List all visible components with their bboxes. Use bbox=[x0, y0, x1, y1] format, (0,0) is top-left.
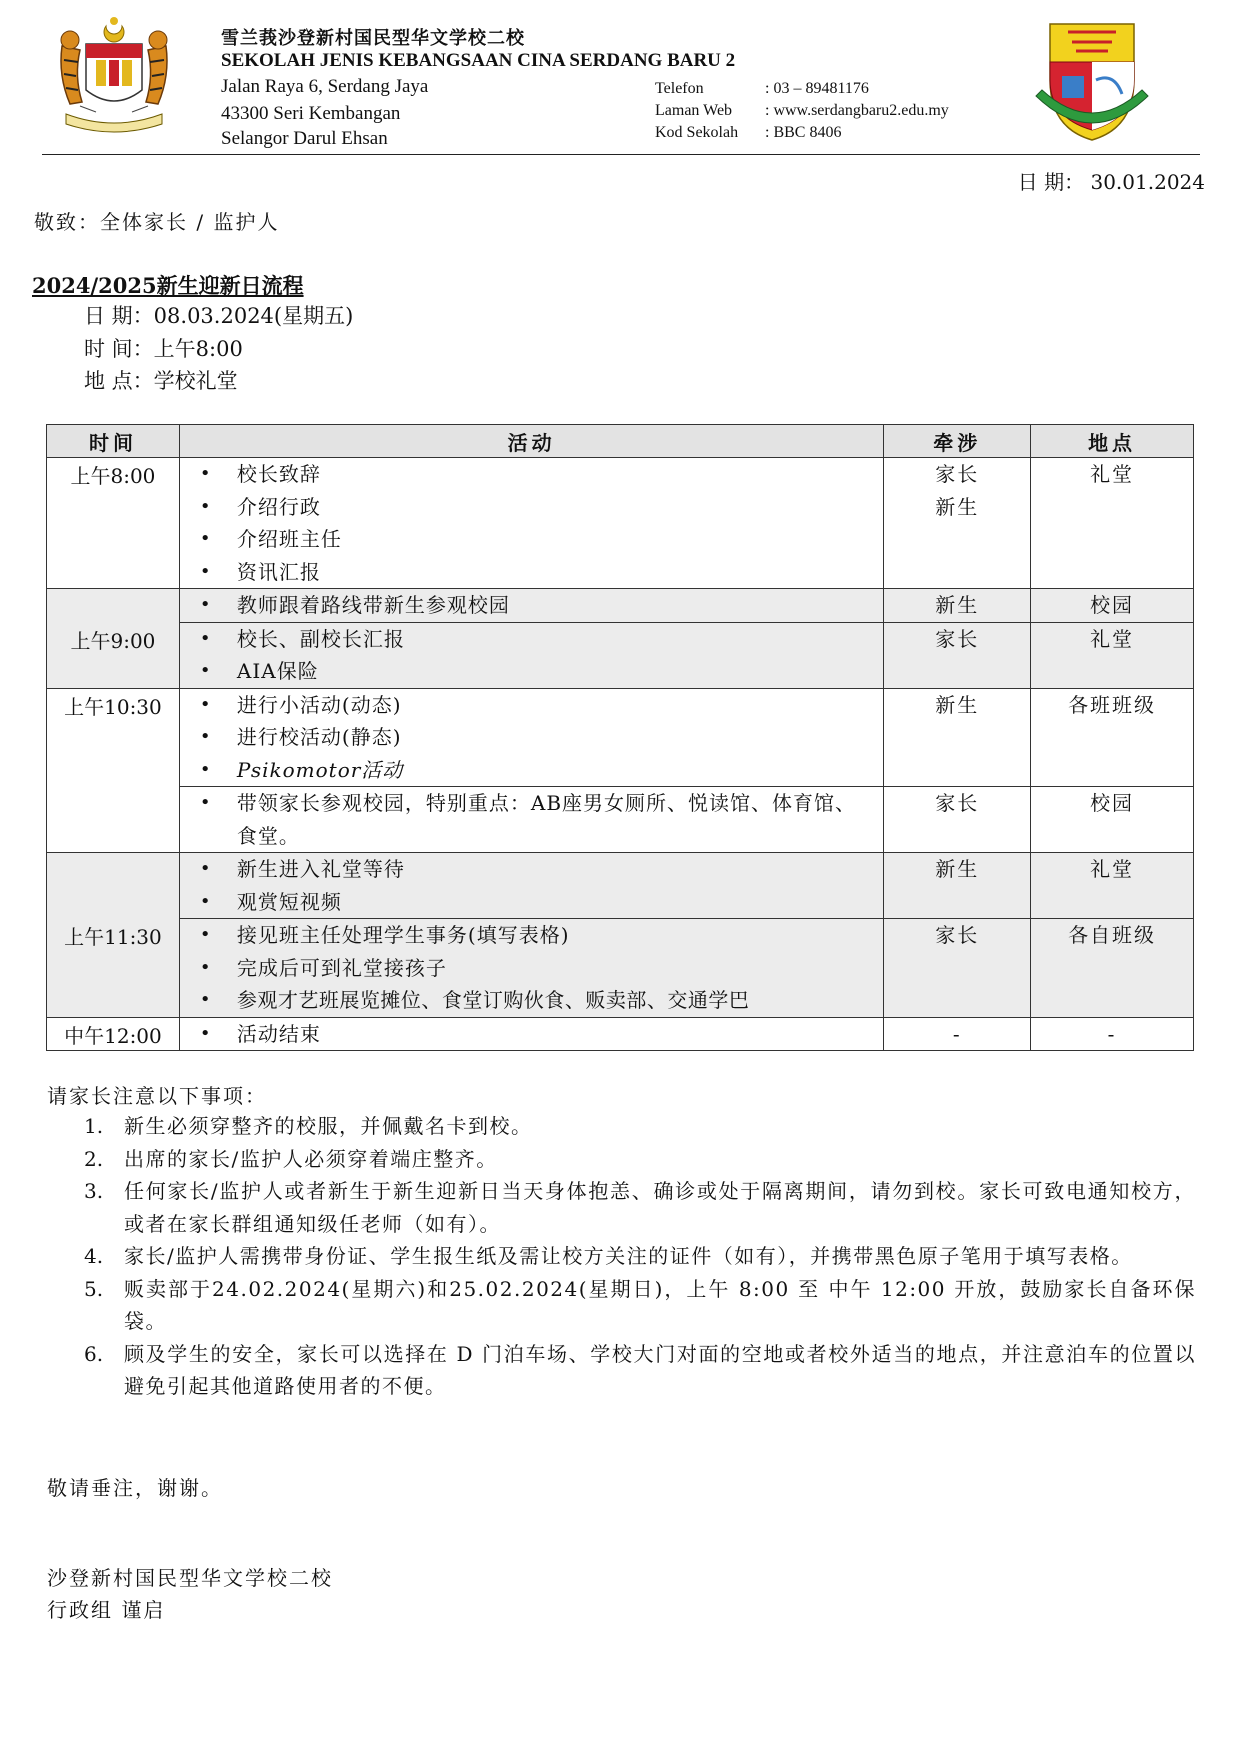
header-time: 时间 bbox=[47, 425, 180, 458]
activity-item: • 进行小活动(动态) bbox=[180, 689, 883, 722]
time-cell: 上午10:30 bbox=[47, 688, 180, 853]
involved-item: 家长 bbox=[935, 462, 980, 486]
table-row bbox=[47, 622, 1194, 688]
schedule-table bbox=[46, 424, 1194, 1051]
table-row bbox=[47, 688, 1194, 787]
venue-cell: 校园 bbox=[1031, 589, 1194, 623]
involved-cell bbox=[884, 458, 1031, 589]
table-row bbox=[47, 853, 1194, 919]
greeting: 敬致：全体家长 / 监护人 bbox=[34, 210, 280, 234]
address-line-1: Jalan Raya 6, Serdang Jaya bbox=[221, 76, 429, 97]
contact-website-label: Laman Web bbox=[655, 102, 733, 119]
note-number: 5. bbox=[84, 1276, 104, 1301]
activity-item: • Psikomotor活动 bbox=[180, 754, 883, 787]
activity-item: • 介绍行政 bbox=[180, 491, 883, 524]
note-number: 1. bbox=[84, 1114, 104, 1138]
table-header-row bbox=[47, 425, 1194, 458]
address-line-3: Selangor Darul Ehsan bbox=[221, 128, 388, 149]
activity-cell bbox=[179, 1017, 883, 1051]
venue-cell: 礼堂 bbox=[1031, 853, 1194, 919]
venue-cell: 礼堂 bbox=[1031, 622, 1194, 688]
school-logo bbox=[1032, 18, 1152, 144]
activity-item: • 教师跟着路线带新生参观校园 bbox=[180, 589, 883, 622]
table-row bbox=[47, 1017, 1194, 1051]
contact-school-code-label: Kod Sekolah bbox=[655, 124, 739, 141]
involved-item: 新生 bbox=[935, 494, 980, 519]
activity-cell bbox=[179, 688, 883, 787]
table-row bbox=[47, 458, 1194, 589]
notes-list bbox=[84, 1110, 1196, 1403]
activity-item: • 完成后可到礼堂接孩子 bbox=[180, 952, 883, 985]
note-number: 6. bbox=[84, 1341, 104, 1366]
note-number: 2. bbox=[84, 1146, 104, 1171]
event-time: 时 间：上午8:00 bbox=[84, 337, 243, 361]
note-text: 出席的家长/监护人必须穿着端庄整齐。 bbox=[124, 1146, 498, 1171]
header-involved: 牵涉 bbox=[884, 425, 1031, 458]
note-item bbox=[84, 1175, 1196, 1240]
venue-cell: 各班班级 bbox=[1031, 688, 1194, 787]
activity-cell bbox=[179, 458, 883, 589]
involved-cell: 家长 bbox=[884, 622, 1031, 688]
closing-remark: 敬请垂注，谢谢。 bbox=[47, 1476, 223, 1500]
involved-cell: 新生 bbox=[884, 589, 1031, 623]
contact-website-value[interactable]: : www.serdangbaru2.edu.my bbox=[765, 102, 949, 119]
activity-item: • 校长致辞 bbox=[180, 458, 883, 491]
header-venue: 地点 bbox=[1031, 425, 1194, 458]
involved-cell: 家长 bbox=[884, 787, 1031, 853]
event-venue: 地 点：学校礼堂 bbox=[84, 369, 238, 393]
note-text: 顾及学生的安全，家长可以选择在 D 门泊车场、学校大门对面的空地或者校外适当的地点，并注意泊车的位置以避免引起其他道路使用者的不便。 bbox=[124, 1341, 1196, 1398]
header-activity: 活动 bbox=[179, 425, 883, 458]
contact-phone-value: : 03 – 89481176 bbox=[765, 80, 869, 97]
selangor-crest-logo bbox=[56, 16, 172, 142]
involved-cell: 家长 bbox=[884, 919, 1031, 1018]
time-cell: 上午8:00 bbox=[47, 458, 180, 589]
venue-cell: - bbox=[1031, 1017, 1194, 1051]
note-item bbox=[84, 1143, 1196, 1176]
table-row bbox=[47, 589, 1194, 623]
contact-school-code-value: : BBC 8406 bbox=[765, 124, 842, 141]
activity-item: • 资讯汇报 bbox=[180, 556, 883, 589]
activity-item: • 带领家长参观校园，特别重点：AB座男女厕所、悦读馆、体育馆、食堂。 bbox=[180, 787, 883, 852]
notes-heading: 请家长注意以下事项： bbox=[47, 1084, 267, 1108]
signature-office: 行政组 谨启 bbox=[47, 1598, 166, 1622]
note-text: 新生必须穿整齐的校服，并佩戴名卡到校。 bbox=[124, 1114, 533, 1138]
activity-cell bbox=[179, 622, 883, 688]
note-text: 贩卖部于24.02.2024(星期六)和25.02.2024(星期日)，上午 8:00 至 中午 12:00 开放，鼓励家长自备环保袋。 bbox=[124, 1276, 1196, 1333]
address-line-2: 43300 Seri Kembangan bbox=[221, 103, 401, 124]
contact-phone bbox=[655, 80, 869, 98]
venue-cell: 校园 bbox=[1031, 787, 1194, 853]
school-name-chinese: 雪兰莪沙登新村国民型华文学校二校 bbox=[221, 28, 525, 49]
activity-item: • 新生进入礼堂等待 bbox=[180, 853, 883, 886]
letter-date: 日 期： 30.01.2024 bbox=[1017, 170, 1205, 194]
document-title: 2024/2025新生迎新日流程 bbox=[32, 273, 304, 298]
time-cell: 中午12:00 bbox=[47, 1017, 180, 1051]
table-row bbox=[47, 919, 1194, 1018]
contact-phone-label: Telefon bbox=[655, 80, 704, 97]
note-number: 3. bbox=[84, 1179, 104, 1203]
signature-school: 沙登新村国民型华文学校二校 bbox=[47, 1566, 333, 1590]
note-item bbox=[84, 1273, 1196, 1338]
activity-item: • 观赏短视频 bbox=[180, 886, 883, 919]
note-number: 4. bbox=[84, 1244, 104, 1268]
note-item bbox=[84, 1240, 1196, 1273]
note-text: 家长/监护人需携带身份证、学生报生纸及需让校方关注的证件（如有），并携带黑色原子笔用于填写表格。 bbox=[124, 1244, 1133, 1268]
activity-item: • 进行校活动(静态) bbox=[180, 721, 883, 754]
activity-item: • 参观才艺班展览摊位、食堂订购伙食、贩卖部、交通学巴 bbox=[180, 984, 883, 1017]
time-cell: 上午9:00 bbox=[47, 589, 180, 689]
activity-cell bbox=[179, 919, 883, 1018]
note-item bbox=[84, 1338, 1196, 1403]
activity-item: • 校长、副校长汇报 bbox=[180, 623, 883, 656]
activity-cell bbox=[179, 589, 883, 623]
involved-cell: 新生 bbox=[884, 853, 1031, 919]
contact-school-code bbox=[655, 124, 841, 142]
activity-item: • AIA保险 bbox=[180, 655, 883, 688]
involved-cell: - bbox=[884, 1017, 1031, 1051]
activity-cell bbox=[179, 853, 883, 919]
venue-cell: 礼堂 bbox=[1031, 458, 1194, 589]
venue-cell: 各自班级 bbox=[1031, 919, 1194, 1018]
activity-item: • 介绍班主任 bbox=[180, 523, 883, 556]
activity-item: • 活动结束 bbox=[180, 1018, 883, 1051]
involved-cell: 新生 bbox=[884, 688, 1031, 787]
note-text: 任何家长/监护人或者新生于新生迎新日当天身体抱恙、确诊或处于隔离期间，请勿到校。家长可致电通知校方，或者在家长群组通知级任老师（如有）。 bbox=[124, 1179, 1196, 1236]
school-name-malay: SEKOLAH JENIS KEBANGSAAN CINA SERDANG BARU 2 bbox=[221, 50, 736, 71]
table-row bbox=[47, 787, 1194, 853]
time-cell: 上午11:30 bbox=[47, 853, 180, 1018]
event-date: 日 期：08.03.2024(星期五) bbox=[84, 304, 354, 328]
activity-cell bbox=[179, 787, 883, 853]
header-divider bbox=[42, 154, 1200, 155]
activity-item: • 接见班主任处理学生事务(填写表格) bbox=[180, 919, 883, 952]
note-item bbox=[84, 1110, 1196, 1143]
contact-website bbox=[655, 102, 949, 120]
